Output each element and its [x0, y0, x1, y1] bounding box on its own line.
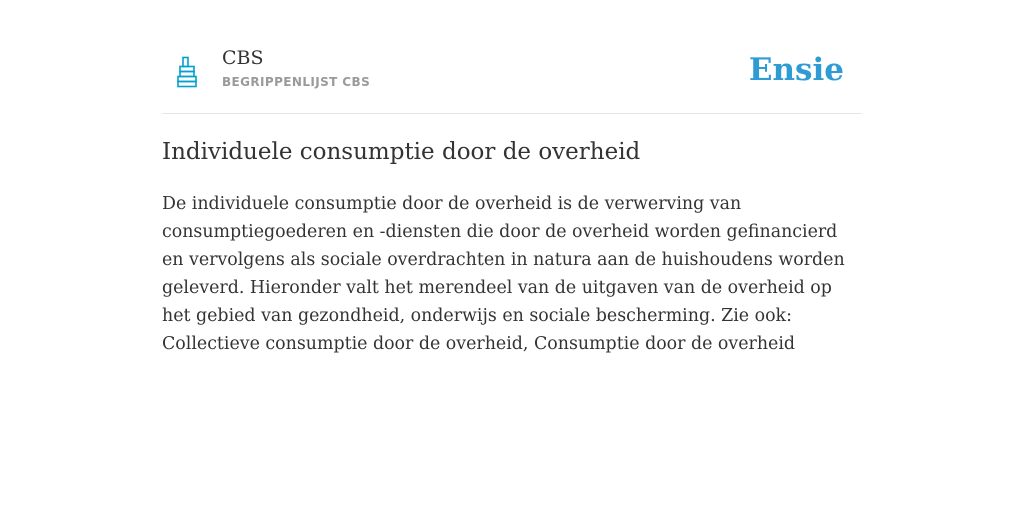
cbs-logo-icon[interactable] [176, 56, 198, 88]
ensie-logo-link[interactable]: Ensie [748, 52, 844, 88]
source-subtitle[interactable]: BEGRIPPENLIJST CBS [222, 75, 371, 89]
definition-text: De individuele consumptie door de overheid is de verwerving van consumptiegoederen en -diensten die door de overheid worden gefinancierd en vervolgens als sociale overdrachten in natura aan de huishoudens worden geleverd. Hieronder valt het merendeel van de uitgaven van de overheid op het gebied van gezondheid, onderwijs en sociale bescherming. Zie ook: [162, 194, 845, 326]
source-title[interactable]: CBS [222, 47, 264, 69]
content-container [162, 0, 862, 354]
see-also-separator: , [522, 334, 534, 354]
see-also-link-collectieve-consumptie[interactable]: Collectieve consumptie door de overheid [162, 334, 523, 354]
source-header [162, 0, 862, 114]
term-title: Individuele consumptie door de overheid [162, 139, 641, 165]
see-also-link-consumptie[interactable]: Consumptie door de overheid [533, 334, 796, 354]
term-definition [162, 190, 862, 358]
